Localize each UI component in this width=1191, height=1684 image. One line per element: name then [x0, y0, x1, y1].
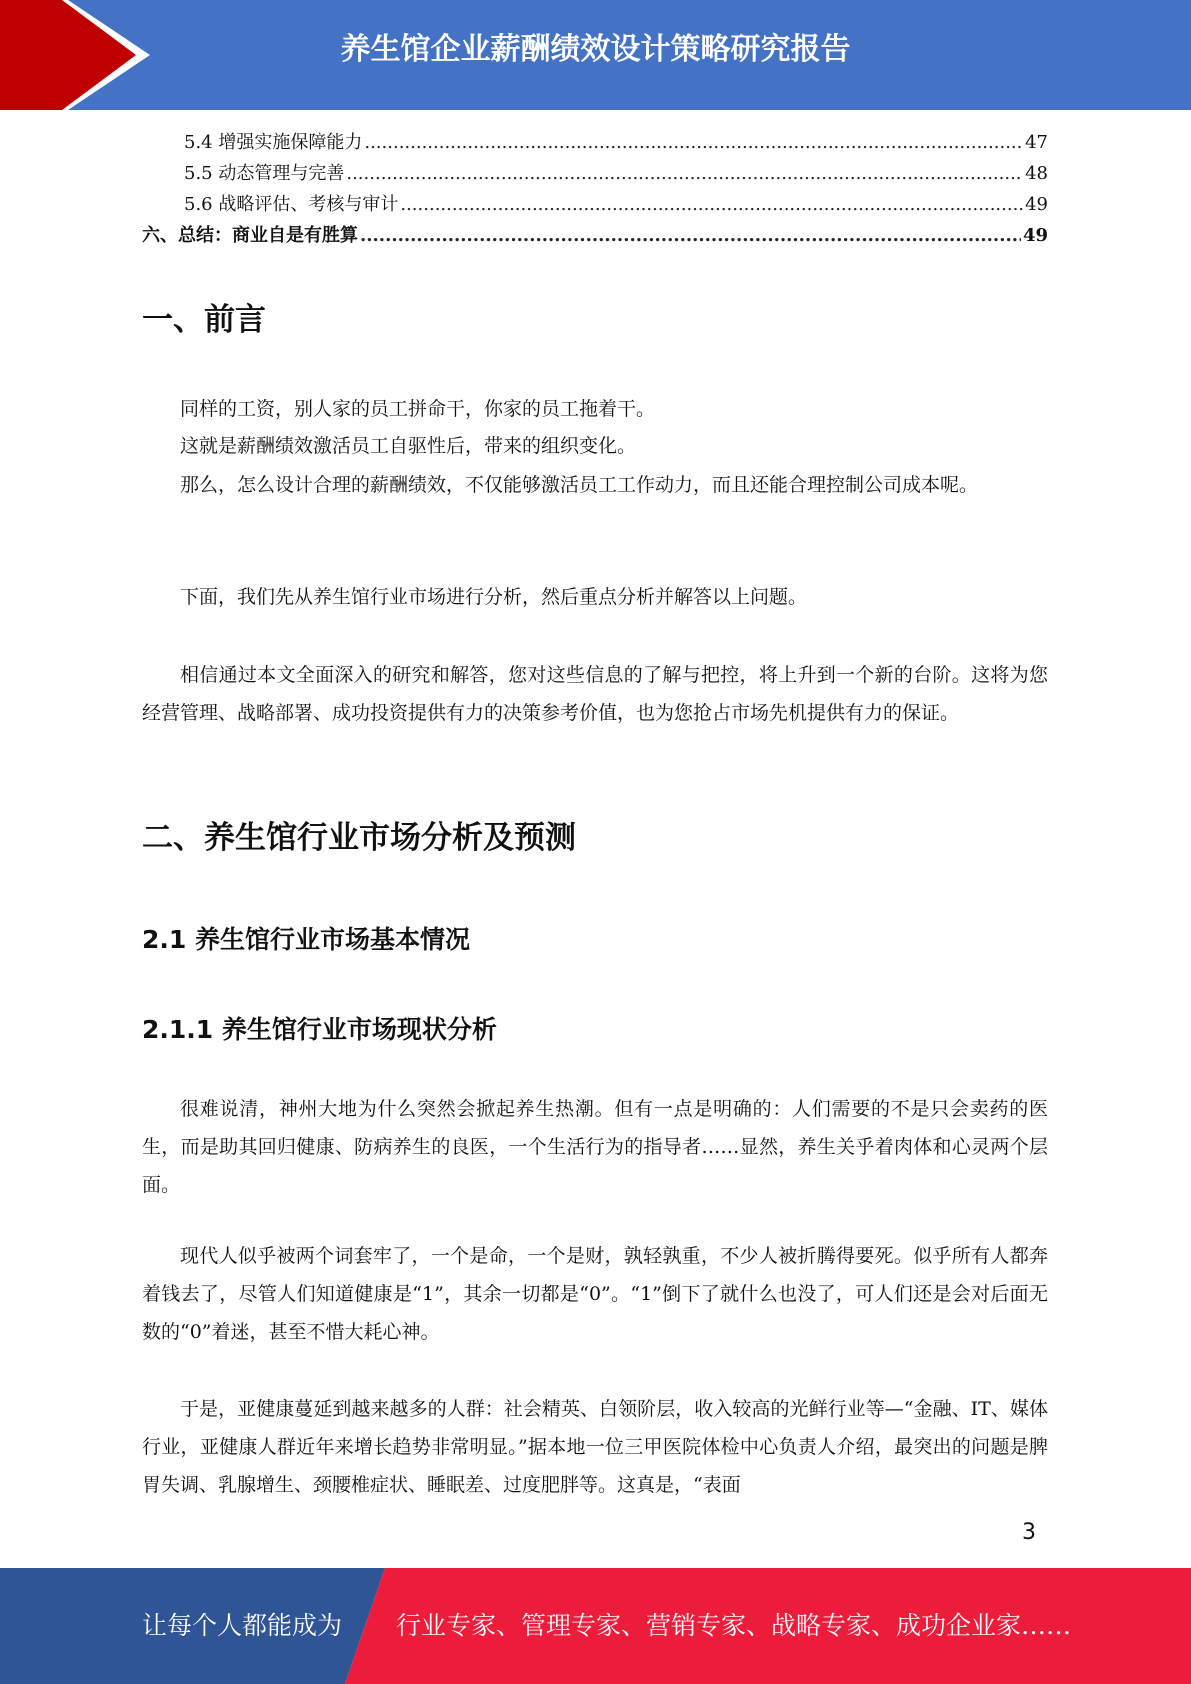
paragraph: 下面，我们先从养生馆行业市场进行分析，然后重点分析并解答以上问题。 [180, 586, 808, 608]
toc-entry-label: 5.5 动态管理与完善 [184, 163, 345, 184]
paragraph: 于是，亚健康蔓延到越来越多的人群：社会精英、白领阶层，收入较高的光鲜行业等—“金融、IT、媒体行业，亚健康人群近年来增长趋势非常明显。”据本地一位三甲医院体检中心负责人介绍，最突出的问题是脾胃失调、乳腺增生、颈腰椎症状、睡眠差、过度肥胖等。这真是，“表面 [142, 1398, 1048, 1496]
page-header [0, 0, 1191, 110]
subsection-heading-basic: 2.1 养生馆行业市场基本情况 [142, 925, 470, 954]
paragraph: 现代人似乎被两个词套牢了，一个是命，一个是财，孰轻孰重，不少人被折腾得要死。似乎所有人都奔着钱去了，尽管人们知道健康是“1”，其余一切都是“0”。“1”倒下了就什么也没了，可人们还是会对后面无数的“0”着迷，甚至不惜大耗心神。 [142, 1245, 1048, 1343]
toc-leader-dots [360, 224, 1021, 248]
toc-leader-dots [346, 162, 1023, 186]
toc-entry-page: 49 [1022, 225, 1048, 246]
toc-entry-label: 六、总结：商业自是有胜算 [142, 225, 358, 246]
toc-entry-page: 49 [1025, 194, 1048, 215]
subsection-heading-status: 2.1.1 养生馆行业市场现状分析 [142, 1015, 497, 1044]
toc-entry-label: 5.6 战略评估、考核与审计 [184, 194, 399, 215]
toc-entry[interactable] [184, 193, 1048, 217]
toc-entry[interactable] [184, 162, 1048, 186]
paragraph: 同样的工资，别人家的员工拼命干，你家的员工拖着干。 [180, 398, 656, 420]
toc-entry-page: 47 [1025, 132, 1048, 153]
toc-entry[interactable] [142, 224, 1048, 248]
toc-entry[interactable] [184, 131, 1048, 155]
header-title: 养生馆企业薪酬绩效设计策略研究报告 [340, 32, 851, 67]
paragraph: 那么，怎么设计合理的薪酬绩效，不仅能够激活员工工作动力，而且还能合理控制公司成本呢。 [180, 474, 979, 496]
footer-slogan-left: 让每个人都能成为 [142, 1611, 343, 1640]
header-chevron-icon [0, 0, 150, 110]
page-number: 3 [1022, 1520, 1036, 1545]
paragraph: 相信通过本文全面深入的研究和解答，您对这些信息的了解与把控，将上升到一个新的台阶。这将为您经营管理、战略部署、成功投资提供有力的决策参考价值，也为您抢占市场先机提供有力的保证。 [142, 664, 1048, 724]
toc-leader-dots [364, 131, 1023, 155]
paragraph: 这就是薪酬绩效激活员工自驱性后，带来的组织变化。 [180, 435, 637, 457]
section-heading-market: 二、养生馆行业市场分析及预测 [142, 820, 576, 856]
toc-leader-dots [400, 193, 1023, 217]
section-heading-preface: 一、前言 [142, 302, 266, 338]
page-footer [0, 1568, 1191, 1684]
toc-entry-label: 5.4 增强实施保障能力 [184, 132, 363, 153]
footer-slogan-right: 行业专家、管理专家、营销专家、战略专家、成功企业家…… [396, 1611, 1072, 1640]
paragraph: 很难说清，神州大地为什么突然会掀起养生热潮。但有一点是明确的：人们需要的不是只会卖药的医生，而是助其回归健康、防病养生的良医，一个生活行为的指导者……显然，养生关乎着肉体和心灵两个层面。 [142, 1098, 1048, 1196]
toc-entry-page: 48 [1025, 163, 1048, 184]
